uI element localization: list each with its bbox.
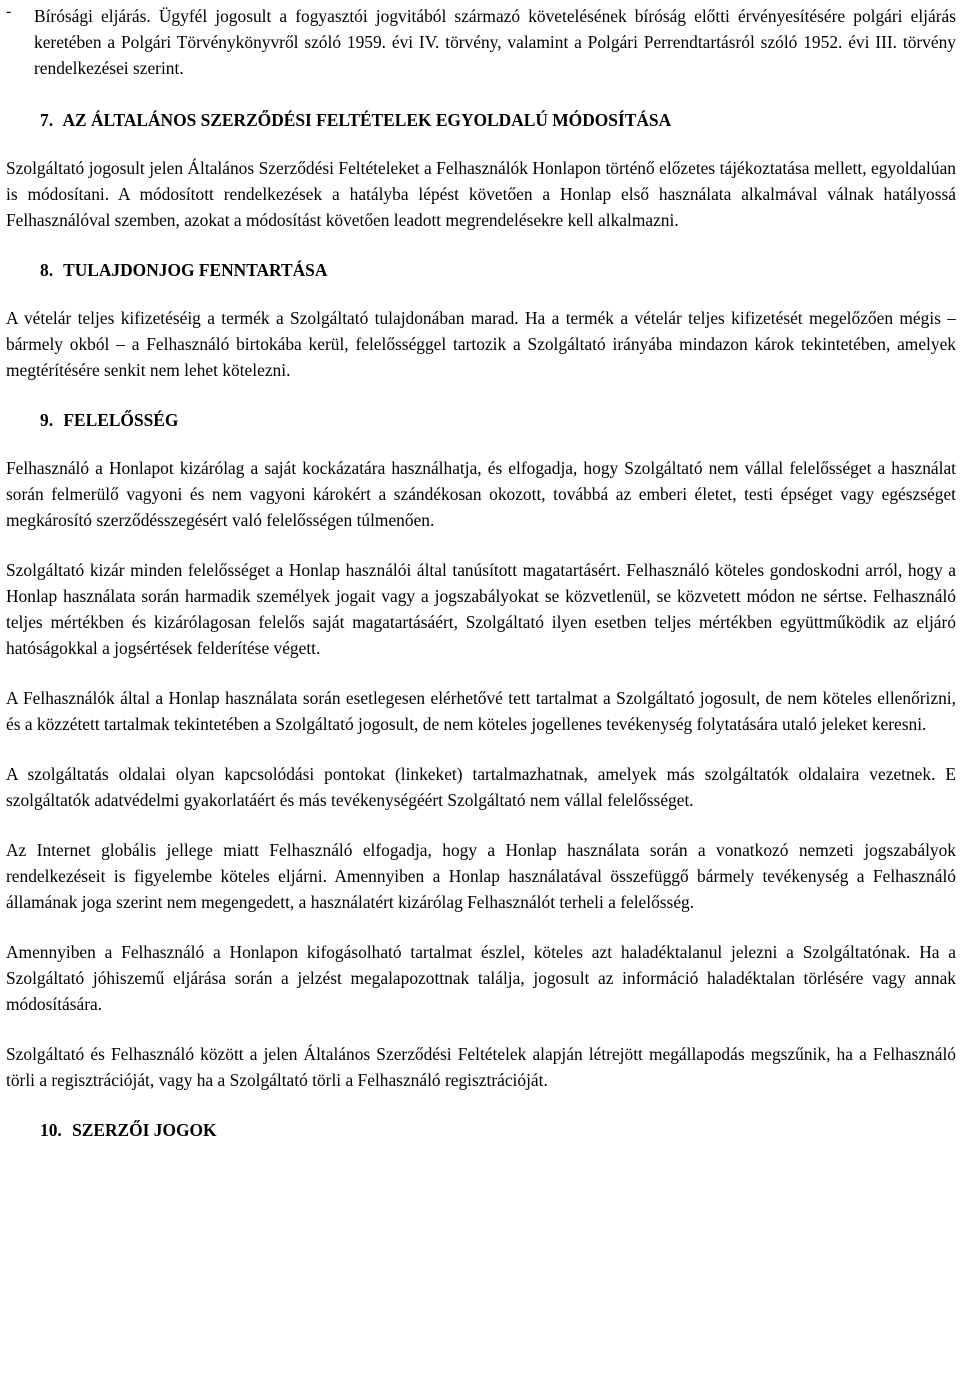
paragraph: Szolgáltató és Felhasználó között a jelen Általános Szerződési Feltételek alapján létrejött megállapodás megszűnik, ha a Felhasználó törli a regisztrációját, vagy ha a Szolgáltató törli a Felhasználó regisztrációját. — [6, 1044, 956, 1090]
paragraph: Szolgáltató jogosult jelen Általános Szerződési Feltételeket a Felhasználók Honlapon történő előzetes tájékoztatása mellett, egyoldalúan is módosítani. A módosított rendelkezések a hatályba lépést követően a Honlap első használata alkalmával válnak hatályossá Felhasználóval szemben, azokat a módosítást követően leadott megrendelésekre kell alkalmazni. — [6, 158, 956, 230]
section-title: TULAJDONJOG FENNTARTÁSA — [63, 260, 328, 280]
section-number: 9. — [40, 410, 54, 430]
section-title: AZ ÁLTALÁNOS SZERZŐDÉSI FELTÉTELEK EGYOLDALÚ MÓDOSÍTÁSA — [62, 110, 672, 130]
section-number: 7. — [40, 110, 54, 130]
paragraph: Felhasználó a Honlapot kizárólag a saját kockázatára használhatja, és elfogadja, hogy Szolgáltató nem vállal felelősséget a használat során felmerülő vagyoni és nem vagyoni károkért a szándékosan okozott, továbbá az emberi életet, testi épséget vagy egészséget megkárosító szerződésszegésért való felelősségen túlmenően. — [6, 458, 956, 530]
paragraph: Amennyiben a Felhasználó a Honlapon kifogásolható tartalmat észlel, köteles azt haladéktalanul jelezni a Szolgáltatónak. Ha a Szolgáltató jóhiszemű eljárása során a jelzést megalapozottnak találja, jogosult az információ haladéktalan törlésére vagy annak módosítására. — [6, 942, 956, 1014]
section-title: FELELŐSSÉG — [63, 410, 179, 430]
paragraph: A szolgáltatás oldalai olyan kapcsolódási pontokat (linkeket) tartalmazhatnak, amelyek más szolgáltatók oldalaira vezetnek. E szolgáltatók adatvédelmi gyakorlatáért és más tevékenységéért Szolgáltató nem vállal felelősséget. — [6, 764, 956, 810]
paragraph: Az Internet globális jellege miatt Felhasználó elfogadja, hogy a Honlap használata során a vonatkozó nemzeti jogszabályok rendelkezéseit is figyelembe köteles eljárni. Amennyiben a Honlap használatával összefüggő bármely tevékenység a Felhasználó államának joga szerint nem megengedett, a használatért kizárólag Felhasználót terheli a felelősség. — [6, 840, 956, 912]
bullet-text: Bírósági eljárás. Ügyfél jogosult a fogyasztói jogvitából származó követelésének bíróság előtti érvényesítésére polgári eljárás keretében a Polgári Törvénykönyvről szóló 1959. évi IV. törvény, valamint a Polgári Perrendtartásról szóló 1952. évi III. törvény rendelkezései szerint. — [34, 6, 956, 78]
section-heading-9 — [6, 407, 956, 433]
paragraph: Szolgáltató kizár minden felelősséget a Honlap használói által tanúsított magatartásért. Felhasználó köteles gondoskodni arról, hogy a Honlap használata során harmadik személyek jogait vagy a jogszabályokat se közvetlenül, se közvetett módon ne sértse. Felhasználó teljes mértékben és kizárólagosan felelős saját magatartásáért, Szolgáltató ilyen esetben teljes mértékben együttműködik az eljáró hatóságokkal a jogsértések felderítése végett. — [6, 560, 956, 658]
bullet-dash: - — [6, 3, 12, 20]
section-title: SZERZŐI JOGOK — [72, 1120, 217, 1140]
section-heading-7 — [6, 107, 956, 133]
paragraph: A Felhasználók által a Honlap használata során esetlegesen elérhetővé tett tartalmat a Szolgáltató jogosult, de nem köteles ellenőrizni, és a közzétett tartalmak tekintetében a Szolgáltató jogosult, de nem köteles jogellenes tevékenység folytatására utaló jeleket keresni. — [6, 688, 956, 734]
section-heading-10 — [6, 1117, 956, 1143]
paragraph: A vételár teljes kifizetéséig a termék a Szolgáltató tulajdonában marad. Ha a termék a vételár teljes kifizetését megelőzően mégis – bármely okból – a Felhasználó birtokába kerül, felelősséggel tartozik a Szolgáltató irányába mindazon károk tekintetében, amelyek megtérítésére senkit nem lehet kötelezni. — [6, 308, 956, 380]
section-number: 8. — [40, 260, 54, 280]
bullet-item-court-procedure — [6, 3, 956, 81]
section-number: 10. — [40, 1120, 62, 1140]
section-heading-8 — [6, 257, 956, 283]
document-page — [6, 0, 956, 1143]
